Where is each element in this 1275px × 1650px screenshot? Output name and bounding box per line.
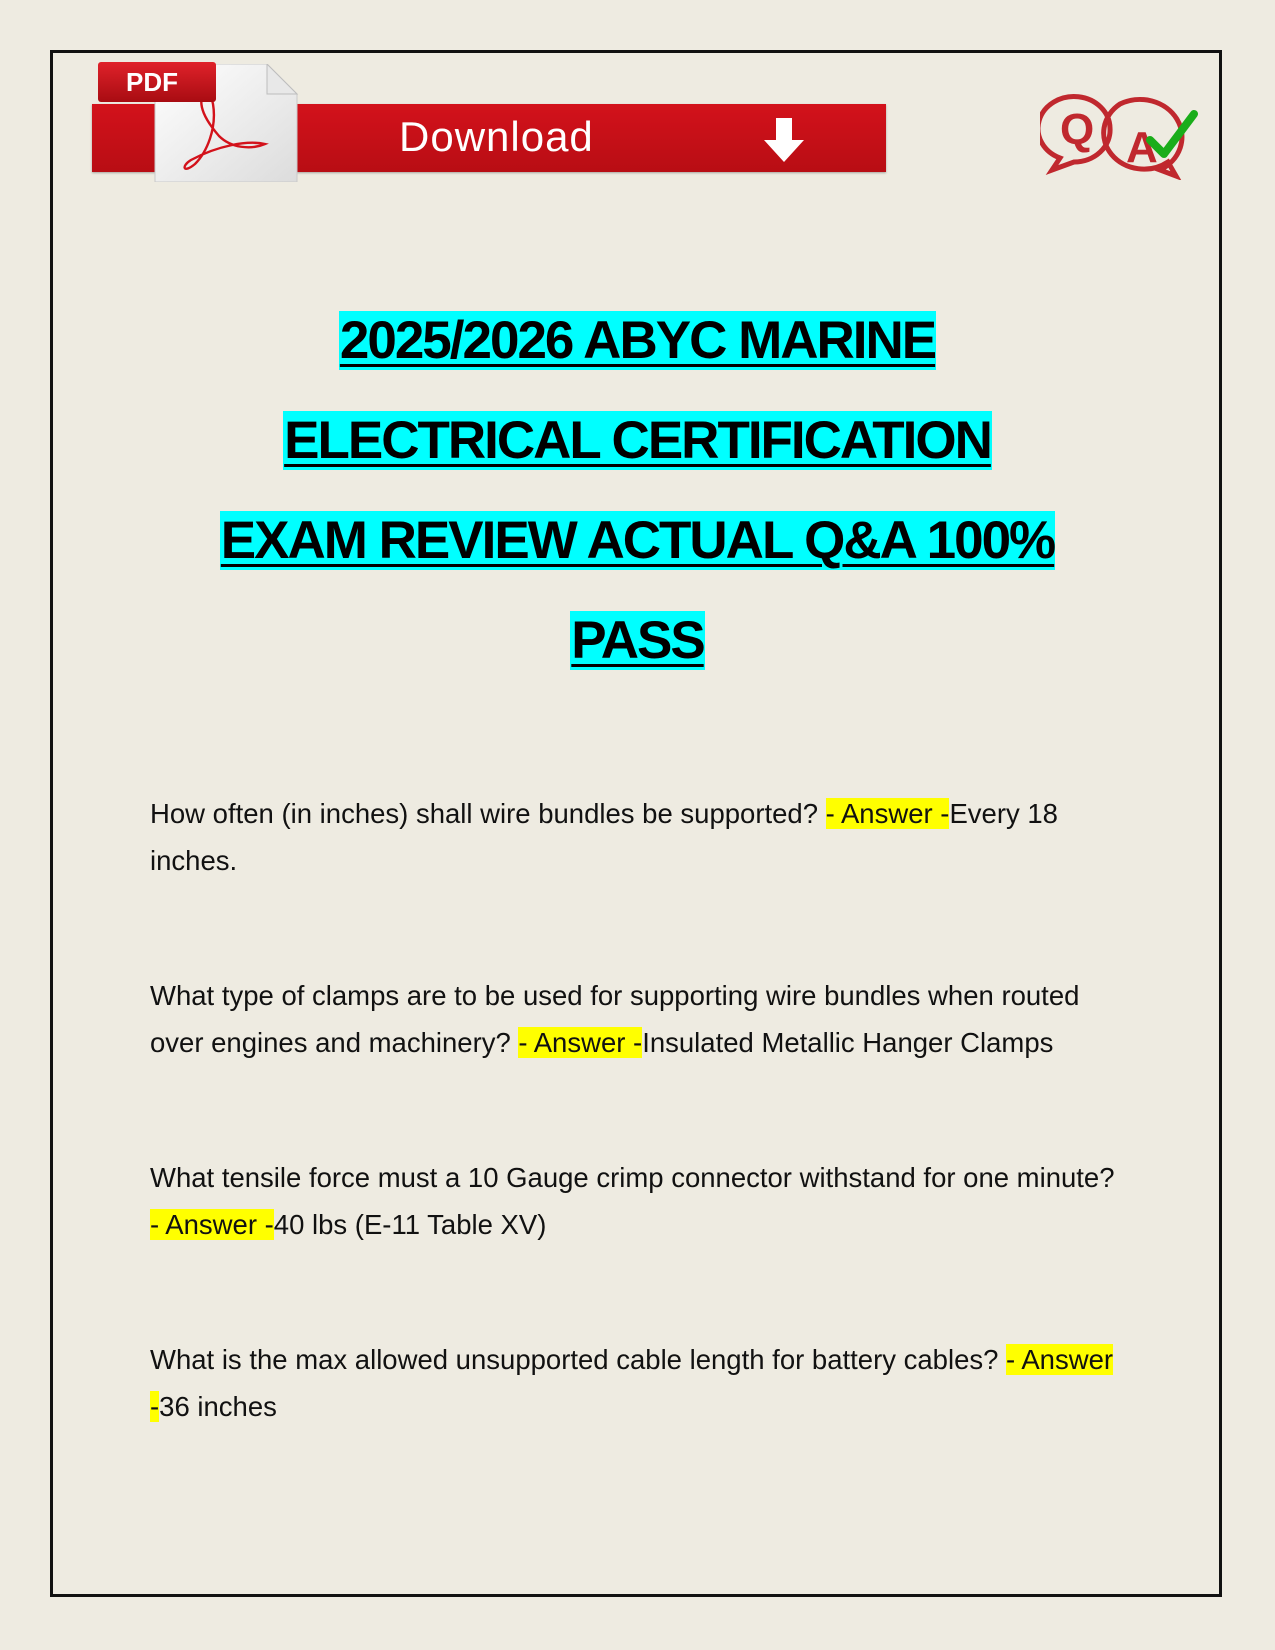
question-text: How often (in inches) shall wire bundles be supported? <box>150 798 826 829</box>
answer-marker: - Answer - <box>150 1344 1114 1422</box>
answer-text: 36 inches <box>159 1391 277 1422</box>
title-line-4: PASS <box>571 611 704 670</box>
qa-item <box>150 790 1125 884</box>
pdf-download-banner[interactable] <box>92 60 886 182</box>
question-text: What tensile force must a 10 Gauge crimp connector withstand for one minute? <box>150 1162 1115 1193</box>
title-line-1: 2025/2026 ABYC MARINE <box>339 311 936 370</box>
document-title <box>60 305 1215 677</box>
pdf-tab: PDF <box>98 62 216 102</box>
question-text: What is the max allowed unsupported cable length for battery cables? <box>150 1344 1007 1375</box>
qa-item <box>150 1336 1125 1430</box>
qa-item <box>150 1154 1125 1248</box>
q-letter: Q <box>1060 105 1095 154</box>
question-text: What type of clamps are to be used for supporting wire bundles when routed over engines and machinery? <box>150 980 1080 1058</box>
qa-checkmark-icon <box>1040 80 1210 180</box>
qa-list <box>150 790 1125 1518</box>
qa-item <box>150 972 1125 1066</box>
title-line-2: ELECTRICAL CERTIFICATION <box>284 411 991 470</box>
a-letter: A <box>1126 123 1158 172</box>
answer-marker: - Answer - <box>825 798 950 829</box>
title-line-3: EXAM REVIEW ACTUAL Q&A 100% <box>220 511 1055 570</box>
answer-text: 40 lbs (E-11 Table XV) <box>273 1209 547 1240</box>
answer-marker: - Answer - <box>518 1027 643 1058</box>
answer-marker: - Answer - <box>150 1209 274 1240</box>
arrow-down-icon <box>760 116 808 164</box>
download-label: Download <box>399 113 594 160</box>
answer-text: Every 18 inches. <box>150 798 1058 876</box>
answer-text: Insulated Metallic Hanger Clamps <box>642 1027 1054 1058</box>
